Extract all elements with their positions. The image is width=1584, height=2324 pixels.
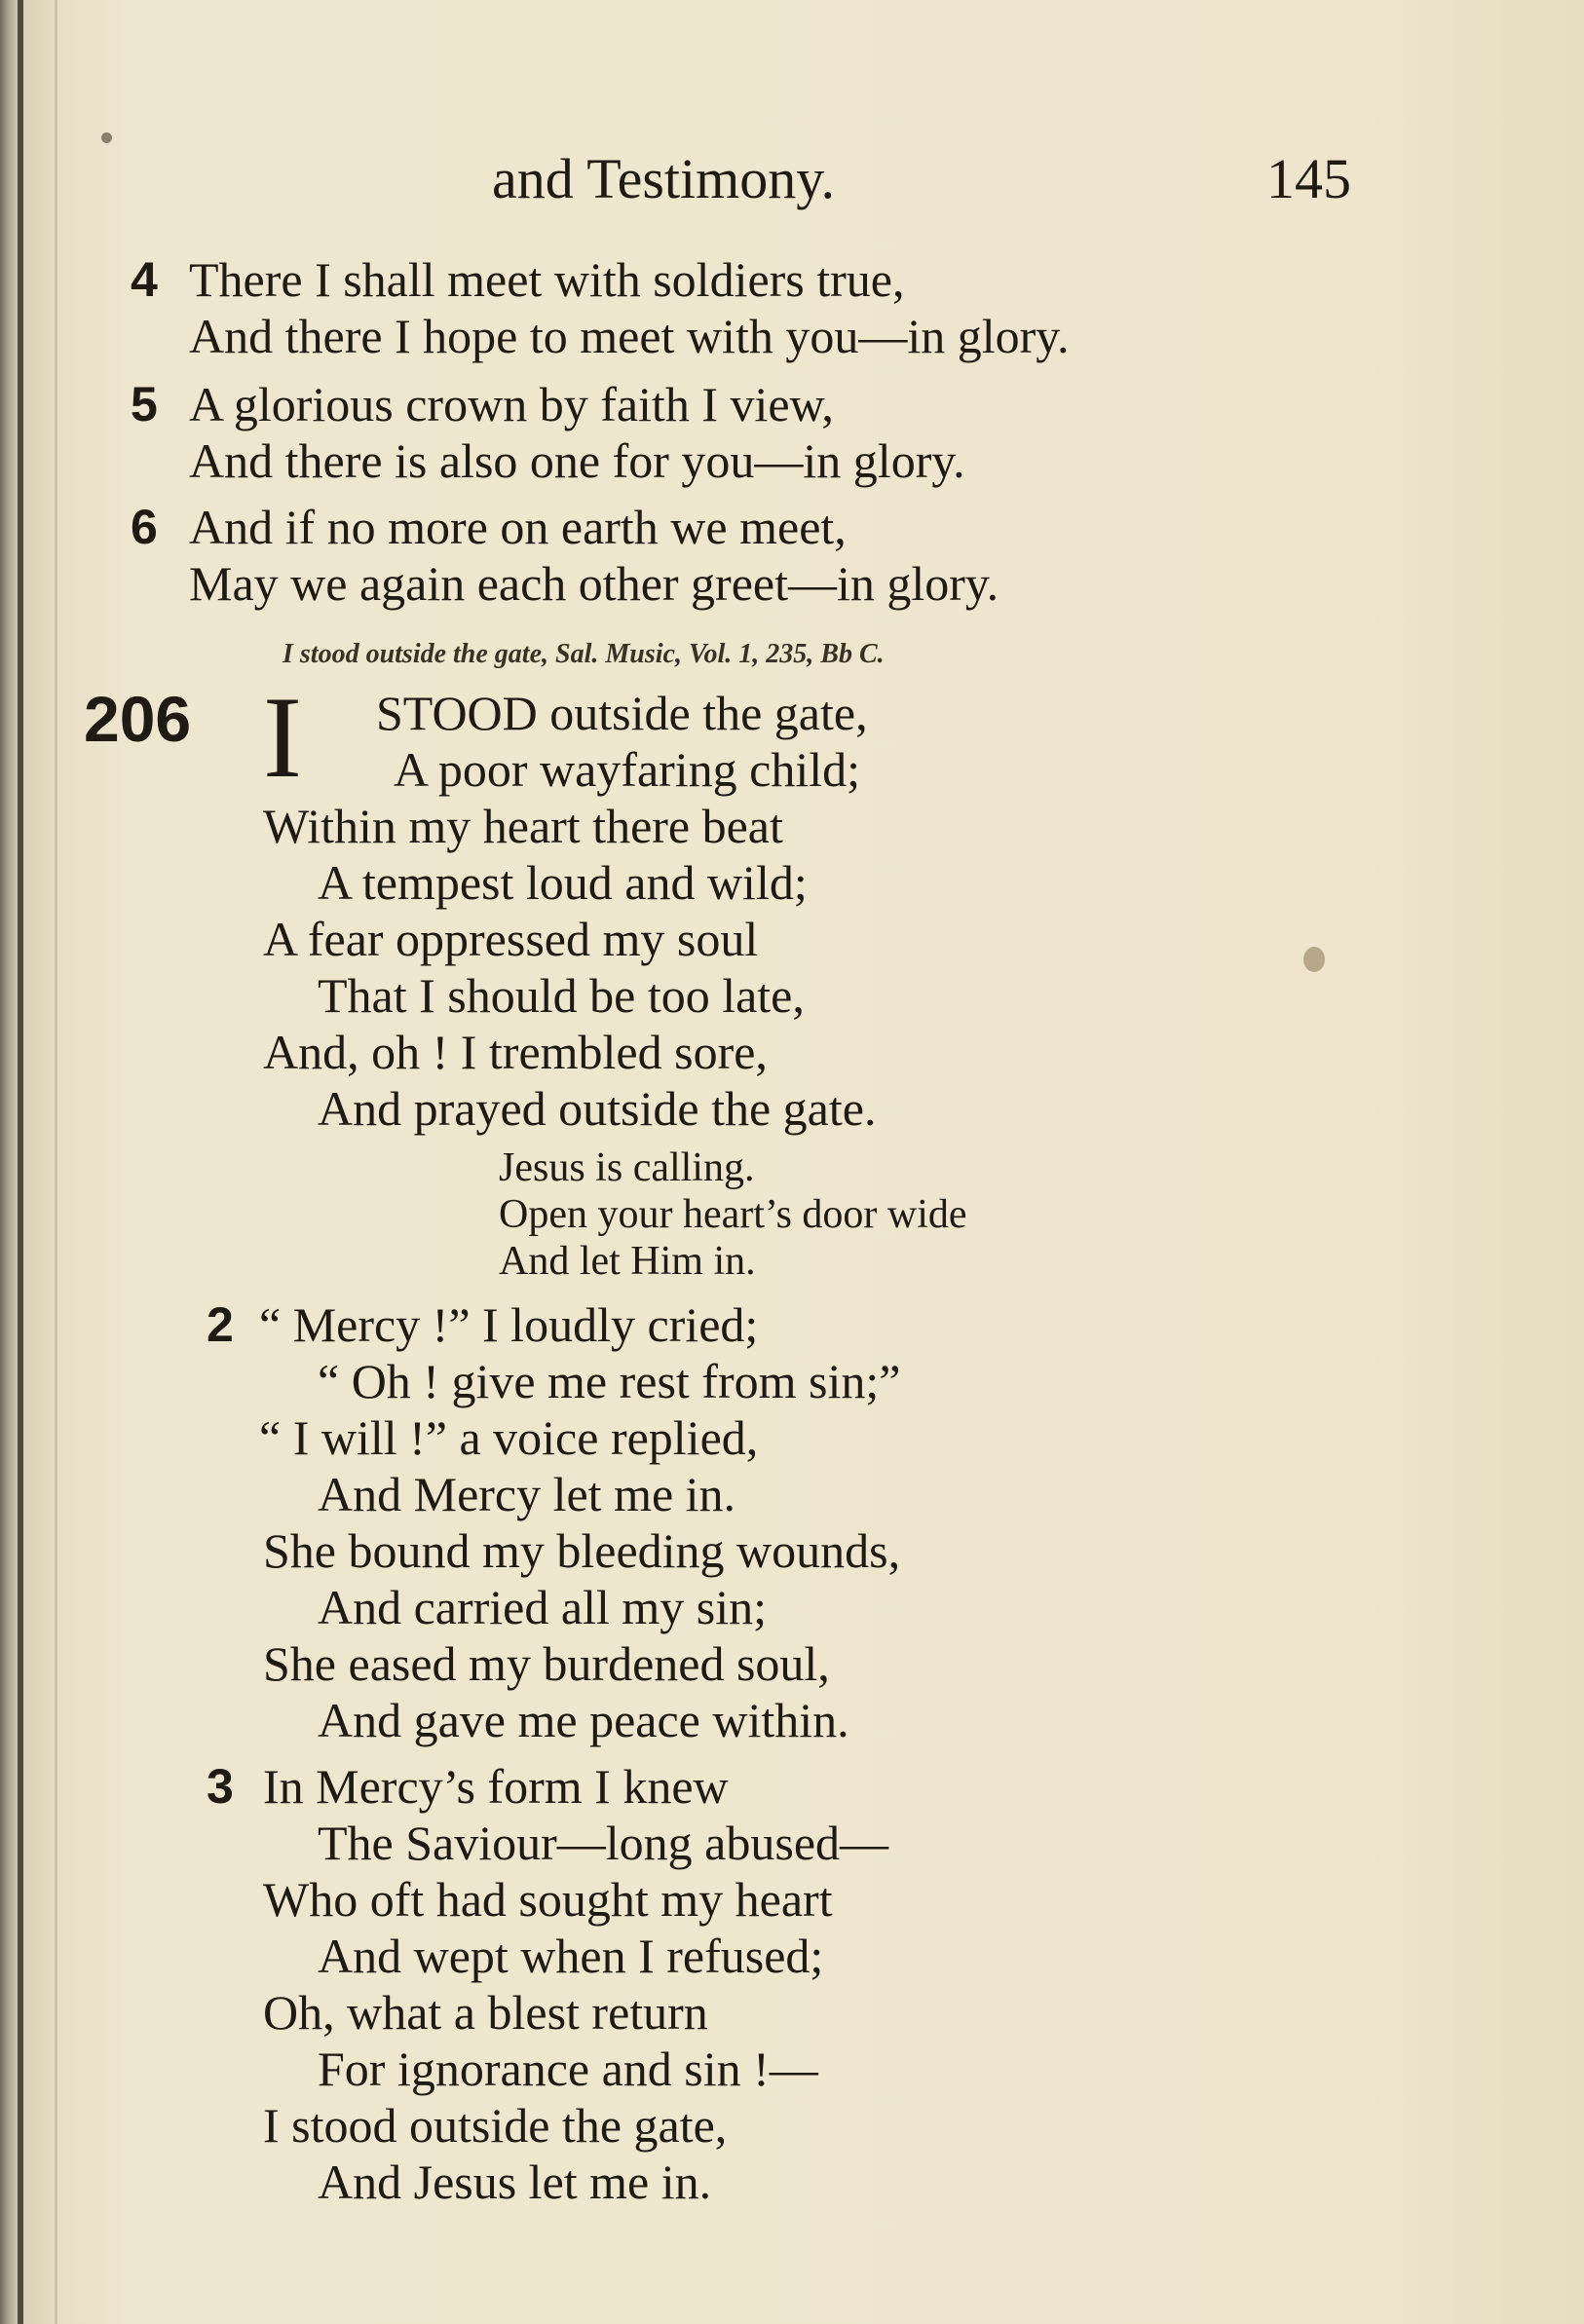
verse-line: The Saviour—long abused— [318,1816,889,1870]
drop-cap-letter: I [263,672,302,802]
tune-credit: I stood outside the gate, Sal. Music, Vol. 1, 235, Bb C. [283,639,885,669]
verse-line: And if no more on earth we meet, [189,500,847,554]
verse-line: And there is also one for you—in glory. [189,433,965,488]
verse-line: And, oh ! I trembled sore, [263,1025,768,1079]
book-spine-edge [18,0,23,2324]
verse-line: That I should be too late, [318,968,805,1023]
verse-line: In Mercy’s form I knew [263,1759,729,1814]
verse-line: I stood outside the gate, [263,2098,728,2153]
verse-number: 6 [131,500,158,554]
verse-line: She bound my bleeding wounds, [263,1523,901,1578]
ink-speck [101,132,112,143]
verse-line: And carried all my sin; [318,1580,767,1634]
verse-line: Oh, what a blest return [263,1985,708,2040]
verse-line: For ignorance and sin !— [318,2042,818,2096]
verse-line: And gave me peace within. [318,1693,849,1747]
chorus-line: Jesus is calling. [499,1145,755,1190]
verse-line: And Jesus let me in. [318,2155,712,2209]
verse-line: She eased my burdened soul, [263,1636,830,1691]
verse-line: And Mercy let me in. [318,1467,736,1521]
verse-number: 2 [207,1297,234,1352]
verse-line: A tempest loud and wild; [318,855,808,910]
verse-line: And there I hope to meet with you—in glory. [189,309,1070,363]
verse-line: A poor wayfaring child; [394,742,861,797]
running-header-title: and Testimony. [492,147,835,210]
chorus-line: And let Him in. [499,1239,756,1284]
verse-line: A glorious crown by faith I view, [189,377,834,431]
book-gutter-line [55,0,57,2324]
hymn-number: 206 [84,683,192,755]
verse-number: 3 [207,1759,234,1814]
verse-line: There I shall meet with soldiers true, [189,252,905,307]
paper-stain [1303,947,1325,972]
verse-number: 5 [131,377,158,431]
verse-line: Who oft had sought my heart [263,1872,833,1927]
verse-line: “ I will !” a voice replied, [259,1410,759,1465]
verse-line: STOOD outside the gate, [376,686,868,740]
verse-line: May we again each other greet—in glory. [189,556,999,611]
verse-line: Within my heart there beat [263,799,783,853]
verse-number: 4 [131,252,158,307]
page-number: 145 [1266,147,1351,210]
verse-line: And prayed outside the gate. [318,1081,877,1136]
verse-line: “ Mercy !” I loudly cried; [259,1297,759,1352]
chorus-line: Open your heart’s door wide [499,1192,967,1237]
verse-line: And wept when I refused; [318,1929,824,1983]
verse-line: A fear oppressed my soul [263,912,759,966]
verse-line: “ Oh ! give me rest from sin;” [318,1354,901,1408]
